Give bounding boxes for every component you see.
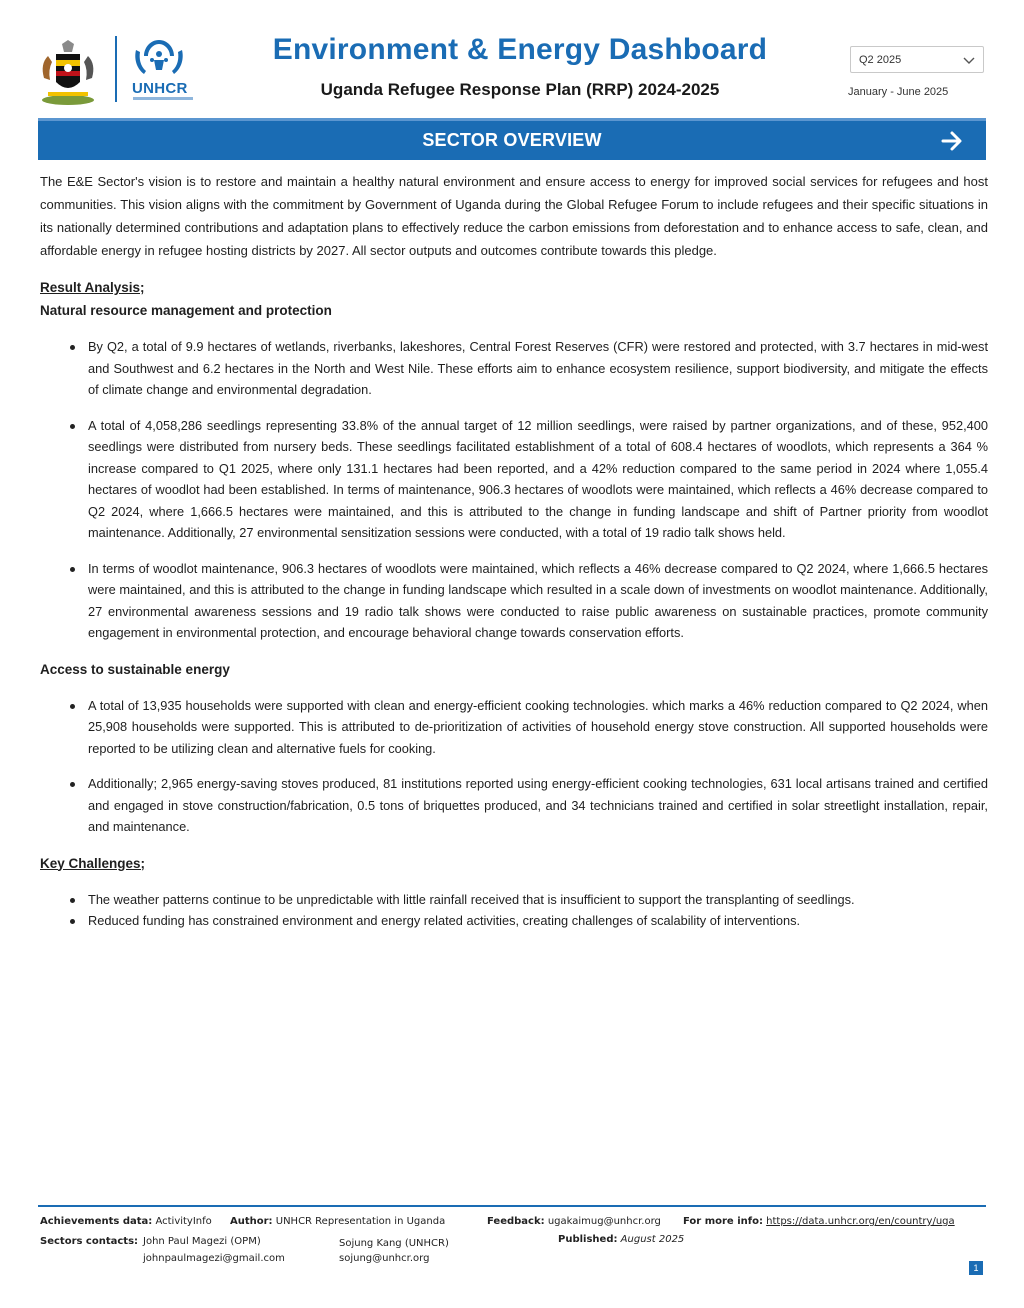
sector-overview-bar <box>38 118 986 160</box>
list-item: The weather patterns continue to be unpredictable with little rainfall received that is insufficient to support the transplanting of seedlings. <box>68 889 988 911</box>
feedback-info: Feedback: ugakaimug@unhcr.org <box>487 1216 661 1227</box>
list-item: By Q2, a total of 9.9 hectares of wetlands, riverbanks, lakeshores, Central Forest Reserves (CFR) were restored and protected, with 3.7 hectares in mid-west and Southwest and 6.2 hectares in the North and West Nile. These efforts aim to enhance ecosystem resilience, support biodiversity, and mitigate the effects of climate change and environmental degradation. <box>68 336 988 401</box>
energy-heading: Access to sustainable energy <box>40 661 230 677</box>
sector-contacts-label: Sectors contacts: <box>40 1236 139 1247</box>
contact-2-name: Sojung Kang (UNHCR) <box>339 1238 449 1249</box>
unhcr-emblem-icon <box>128 36 190 80</box>
page-header <box>0 0 1024 112</box>
list-item: A total of 13,935 households were supported with clean and energy-efficient cooking technologies. which marks a 46% reduction compared to Q2 2024, when 25,908 households were supported. This is attributed to de-prioritization of activities of household energy stove construction. All supported households were reported to be utilizing clean and alternative fuels for cooking. <box>68 695 988 760</box>
unhcr-tagline-mark <box>133 97 193 100</box>
sector-overview-title: SECTOR OVERVIEW <box>422 130 602 150</box>
footer-divider <box>38 1205 986 1207</box>
more-info-link[interactable]: https://data.unhcr.org/en/country/uga <box>766 1216 955 1227</box>
unhcr-wordmark: UNHCR <box>132 80 188 97</box>
arrow-right-icon[interactable] <box>940 129 964 153</box>
achievements-data: Achievements data: ActivityInfo <box>40 1216 212 1227</box>
period-dropdown-value: Q2 2025 <box>859 54 902 66</box>
result-analysis-heading: Result Analysis; <box>40 280 145 295</box>
list-item: Reduced funding has constrained environment and energy related activities, creating challenges of scalability of interventions. <box>68 910 988 932</box>
contact-1-name: John Paul Magezi (OPM) <box>143 1236 261 1247</box>
challenges-bullet-list <box>68 889 988 932</box>
period-dropdown[interactable] <box>850 46 984 73</box>
page-subtitle: Uganda Refugee Response Plan (RRP) 2024-2025 <box>320 80 720 99</box>
contact-1-email: johnpaulmagezi@gmail.com <box>143 1253 285 1264</box>
list-item: In terms of woodlot maintenance, 906.3 hectares of woodlots were maintained, which reflects a 46% decrease compared to Q2 2024, where 1,666.5 hectares were maintained, and this is attributed to the change in funding landscape which resulted in a scale down of investments on woodlot maintenance. Additionally, 27 environmental awareness sessions and 19 radio talk shows were conducted to raise public awareness on sustainable practices, promote community engagement in environmental protection, and encourage behavioral change towards conservation efforts. <box>68 558 988 644</box>
energy-bullet-list <box>68 695 988 838</box>
uganda-coat-of-arms-logo <box>36 38 100 106</box>
page-footer <box>40 1212 988 1282</box>
list-item: A total of 4,058,286 seedlings representing 33.8% of the annual target of 12 million seedlings, were raised by partner organizations, and of these, 952,400 seedlings were distributed from nursery beds. These seedlings facilitated establishment of a total of 608.4 hectares of woodlots, which represents a 364 % increase compared to Q1 2025, where only 131.1 hectares had been reported, and a 42% reduction compared to the same period in 2024 where 1,055.4 hectares of woodlot had been established. In terms of maintenance, 906.3 hectares of woodlots were maintained, which reflects a 46% decrease compared to Q2 2024, where 1,666.5 hectares were maintained, and this is attributed to the change in funding landscape and shift of Partner priority from woodlot maintenance. Additionally, 27 environmental sensitization sessions were conducted, with a total of 19 radio talk shows held. <box>68 415 988 544</box>
page-title: Environment & Energy Dashboard <box>272 33 768 66</box>
contact-2-email: sojung@unhcr.org <box>339 1253 430 1264</box>
nrm-heading: Natural resource management and protection <box>40 303 332 318</box>
nrm-bullet-list <box>68 336 988 644</box>
intro-paragraph: The E&E Sector's vision is to restore and maintain a healthy natural environment and ensure access to energy for improved social services for refugees and host communities. This vision aligns with the commitment by Government of Uganda during the Global Refugee Forum to include refugees and their specific situations in its nationally determined contributions and adaptation plans to effectively reduce the carbon emissions from deforestation and to enhance access to safe, clean, and affordable energy in refugee hosting districts by 2027. All sector outputs and outcomes contribute towards this pledge. <box>40 174 988 258</box>
main-content <box>40 170 988 932</box>
period-range-label: January - June 2025 <box>848 86 949 98</box>
page-number: 1 <box>969 1261 983 1275</box>
chevron-down-icon <box>963 54 975 66</box>
more-info: For more info: https://data.unhcr.org/en/country/uga <box>683 1216 955 1227</box>
key-challenges-heading: Key Challenges; <box>40 855 146 871</box>
unhcr-logo <box>128 36 198 106</box>
list-item: Additionally; 2,965 energy-saving stoves produced, 81 institutions reported using energy-efficient cooking technologies, 631 local artisans trained and certified and engaged in stove construction/fabrication, 0.5 tons of briquettes produced, and 34 technicians trained and certified in solar streetlight installation, repair, and maintenance. <box>68 773 988 838</box>
author-info: Author: UNHCR Representation in Uganda <box>230 1216 446 1227</box>
published-info: Published: August 2025 <box>558 1234 685 1245</box>
logo-divider <box>115 36 117 102</box>
